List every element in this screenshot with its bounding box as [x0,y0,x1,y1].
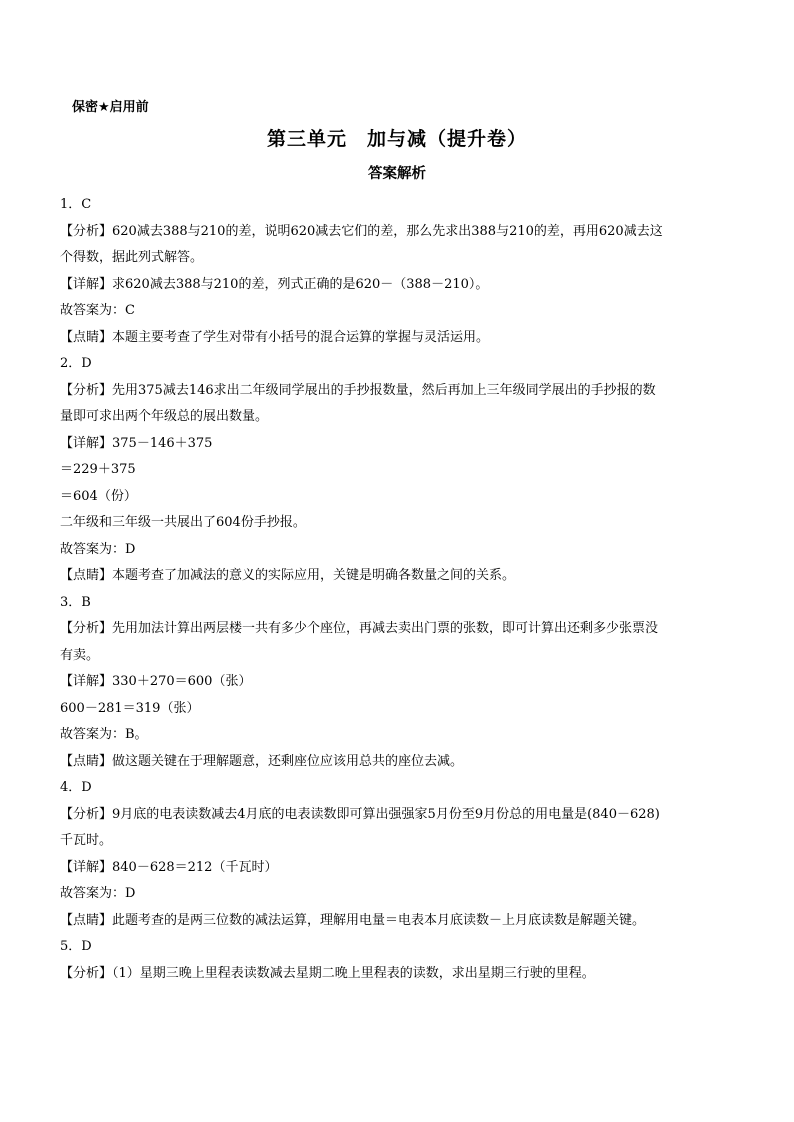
text-line: 3．B [60,594,91,610]
text-line: 【分析】620减去388与210的差，说明620减去它们的差，那么先求出388与210的差，再用620减去这 [60,223,663,239]
page-subtitle: 答案解析 [368,166,426,182]
text-line: 【详解】840－628＝212（千瓦时） [60,859,278,875]
text-line: 故答案为：B。 [60,727,148,742]
confidential-label: 保密★启用前 [72,100,149,115]
text-line: 故答案为：C [60,303,135,318]
text-line: 【详解】375－146＋375 [60,435,213,451]
text-line: 4．D [60,780,92,795]
text-line: 【点睛】本题主要考查了学生对带有小括号的混合运算的掌握与灵活运用。 [60,329,490,345]
text-line: 1．C [60,197,92,212]
text-line: 有卖。 [60,647,100,663]
text-line: 【点睛】本题考查了加减法的意义的实际应用，关键是明确各数量之间的关系。 [60,568,516,583]
text-line: 5．D [60,939,92,954]
answer-content [60,192,736,987]
text-line: 二年级和三年级一共展出了604份手抄报。 [60,515,306,530]
text-line: 故答案为：D [60,886,136,901]
text-line: 【详解】330＋270＝600（张） [60,674,252,689]
text-line: 2．D [60,356,92,371]
text-line: 个得数，据此列式解答。 [60,250,204,265]
text-line: ＝229＋375 [60,462,136,477]
text-line: 【点睛】此题考查的是两三位数的减法运算，理解用电量＝电表本月底读数－上月底读数是解题关键。 [60,912,646,928]
text-line: 故答案为：D [60,541,136,557]
text-line: 【详解】求620减去388与210的差，列式正确的是620－（388－210）。 [60,276,489,292]
text-line: 【分析】（1）星期三晚上里程表读数减去星期二晚上里程表的读数，求出星期三行驶的里程。 [60,965,595,981]
text-line: 【分析】9月底的电表读数减去4月底的电表读数即可算出强强家5月份至9月份总的用电量是(840－628) [60,806,660,822]
text-line: 千瓦时。 [60,833,113,848]
text-line: 【点睛】做这题关键在于理解题意，还剩座位应该用总共的座位去减。 [60,753,464,769]
page-title: 第三单元 加与减（提升卷） [266,128,527,150]
text-line: 600－281＝319（张） [60,700,200,716]
text-line: 【分析】先用加法计算出两层楼一共有多少个座位，再减去卖出门票的张数，即可计算出还剩多少张票没 [60,621,659,636]
text-line: ＝604（份） [60,488,137,504]
text-line: 【分析】先用375减去146求出二年级同学展出的手抄报数量，然后再加上三年级同学展出的手抄报的数 [60,382,656,398]
text-line: 量即可求出两个年级总的展出数量。 [60,409,269,424]
